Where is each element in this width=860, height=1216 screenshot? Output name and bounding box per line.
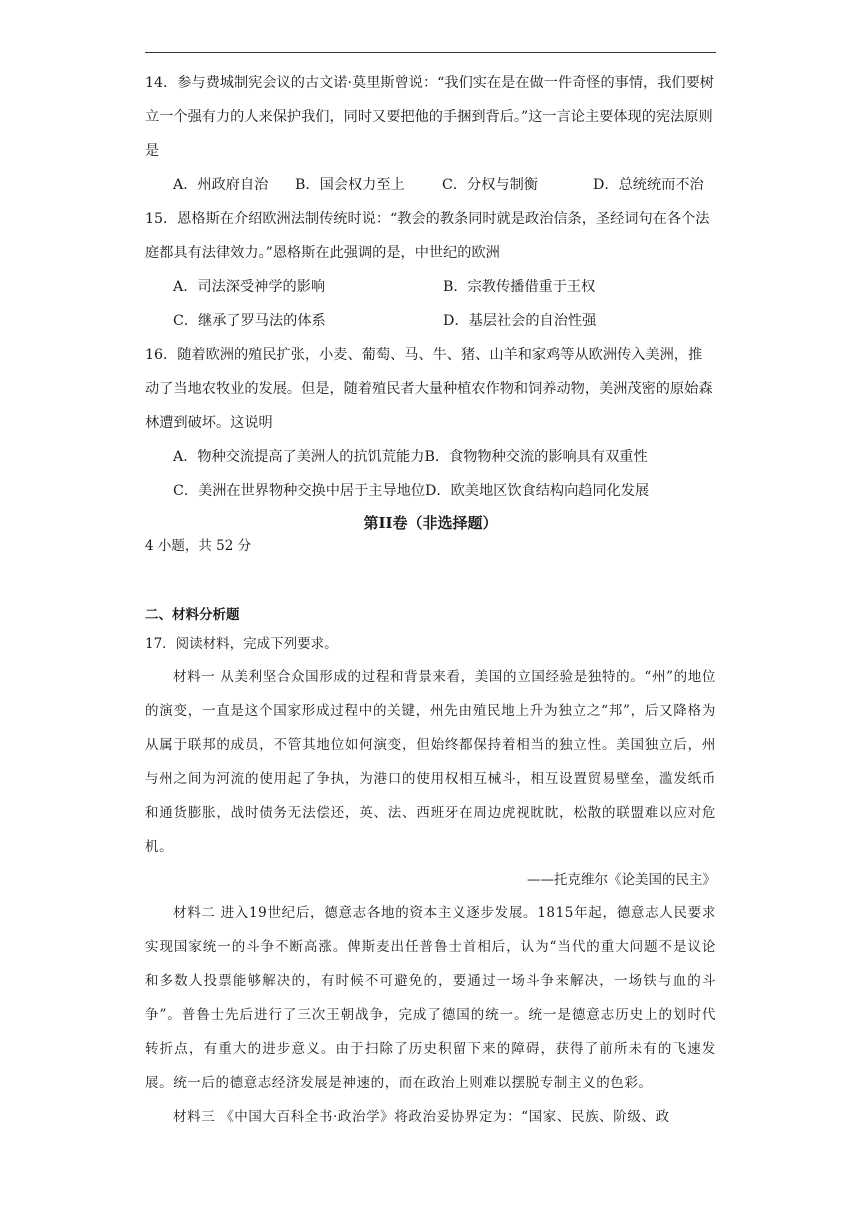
question-14-stem: 14．参与费城制宪会议的古文诺·莫里斯曾说：“我们实在是在做一件奇怪的事情，我们要树立一个强有力的人来保护我们，同时又要把他的手捆到背后。”这一言论主要体现的宪法原则是 <box>145 75 714 159</box>
question-15-options-row2 <box>145 304 716 338</box>
question-14-options <box>145 168 716 202</box>
q16-option-b[interactable]: B．食物物种交流的影响具有双重性 <box>424 449 648 465</box>
material-3: 材料三 《中国大百科全书·政治学》将政治妥协界定为：“国家、民族、阶级、政 <box>173 1109 670 1125</box>
q14-option-d[interactable]: D．总统统而不治 <box>593 177 704 193</box>
section-2-title: 第II卷（非选择题） <box>363 514 498 532</box>
q15-option-a[interactable]: A．司法深受神学的影响 <box>173 279 326 295</box>
q14-option-c[interactable]: C．分权与制衡 <box>442 177 538 193</box>
question-15-stem: 15．恩格斯在介绍欧洲法制传统时说：“教会的教条同时就是政治信条，圣经词句在各个法庭都具有法律效力。”恩格斯在此强调的是，中世纪的欧洲 <box>145 211 710 261</box>
question-16-stem: 16．随着欧洲的殖民扩张，小麦、葡萄、马、牛、猪、山羊和家鸡等从欧洲传入美洲，推动了当地农牧业的发展。但是，随着殖民者大量种植农作物和饲养动物，美洲茂密的原始森林遭到破坏。这说明 <box>145 347 713 431</box>
q15-option-b[interactable]: B．宗教传播借重于王权 <box>443 279 596 295</box>
question-16-options-row1 <box>145 440 716 474</box>
q16-option-d[interactable]: D．欧美地区饮食结构向趋同化发展 <box>425 483 650 499</box>
question-17-stem: 17．阅读材料，完成下列要求。 <box>145 636 338 652</box>
material-2: 材料二 进入19世纪后，德意志各地的资本主义逐步发展。1815年起，德意志人民要求实现国家统一的斗争不断高涨。俾斯麦出任普鲁士首相后，认为“当代的重大问题不是议论和多数人投票能够解决的，有时候不可避免的，要通过一场斗争来解决，一场铁与血的斗争”。普鲁士先后进行了三次王朝战争，完成了德国的统一。统一是德意志历史上的划时代转折点，有重大的进步意义。由于扫除了历史积留下来的障碍，获得了前所未有的飞速发展。统一后的德意志经济发展是神速的，而在政治上则难以摆脱专制主义的色彩。 <box>145 905 716 1091</box>
q16-option-a[interactable]: A．物种交流提高了美洲人的抗饥荒能力 <box>173 449 425 465</box>
question-16-options-row2 <box>145 474 716 508</box>
q15-option-d[interactable]: D．基层社会的自治性强 <box>443 313 597 329</box>
section-2-subtitle: 4 小题，共 52 分 <box>145 538 252 554</box>
exam-page <box>145 66 716 1134</box>
part-2-heading: 二、材料分析题 <box>145 607 240 623</box>
q15-option-c[interactable]: C．继承了罗马法的体系 <box>173 313 326 329</box>
header-rule <box>145 52 716 53</box>
material-1: 材料一 从美利坚合众国形成的过程和背景来看，美国的立国经验是独特的。“州”的地位的演变，一直是这个国家形成过程中的关键，州先由殖民地上升为独立之“邦”，后又降格为从属于联邦的成员，不管其地位如何演变，但始终都保持着相当的独立性。美国独立后，州与州之间为河流的使用起了争执，为港口的使用权相互械斗，相互设置贸易壁垒，滥发纸币和通货膨胀，战时债务无法偿还，英、法、西班牙在周边虎视眈眈，松散的联盟难以应对危机。 <box>145 669 716 855</box>
question-15-options-row1 <box>145 270 716 304</box>
material-1-source: ——托克维尔《论美国的民主》 <box>527 872 716 888</box>
q16-option-c[interactable]: C．美洲在世界物种交换中居于主导地位 <box>173 483 426 499</box>
q14-option-b[interactable]: B．国会权力至上 <box>295 177 405 193</box>
q14-option-a[interactable]: A．州政府自治 <box>173 177 269 193</box>
